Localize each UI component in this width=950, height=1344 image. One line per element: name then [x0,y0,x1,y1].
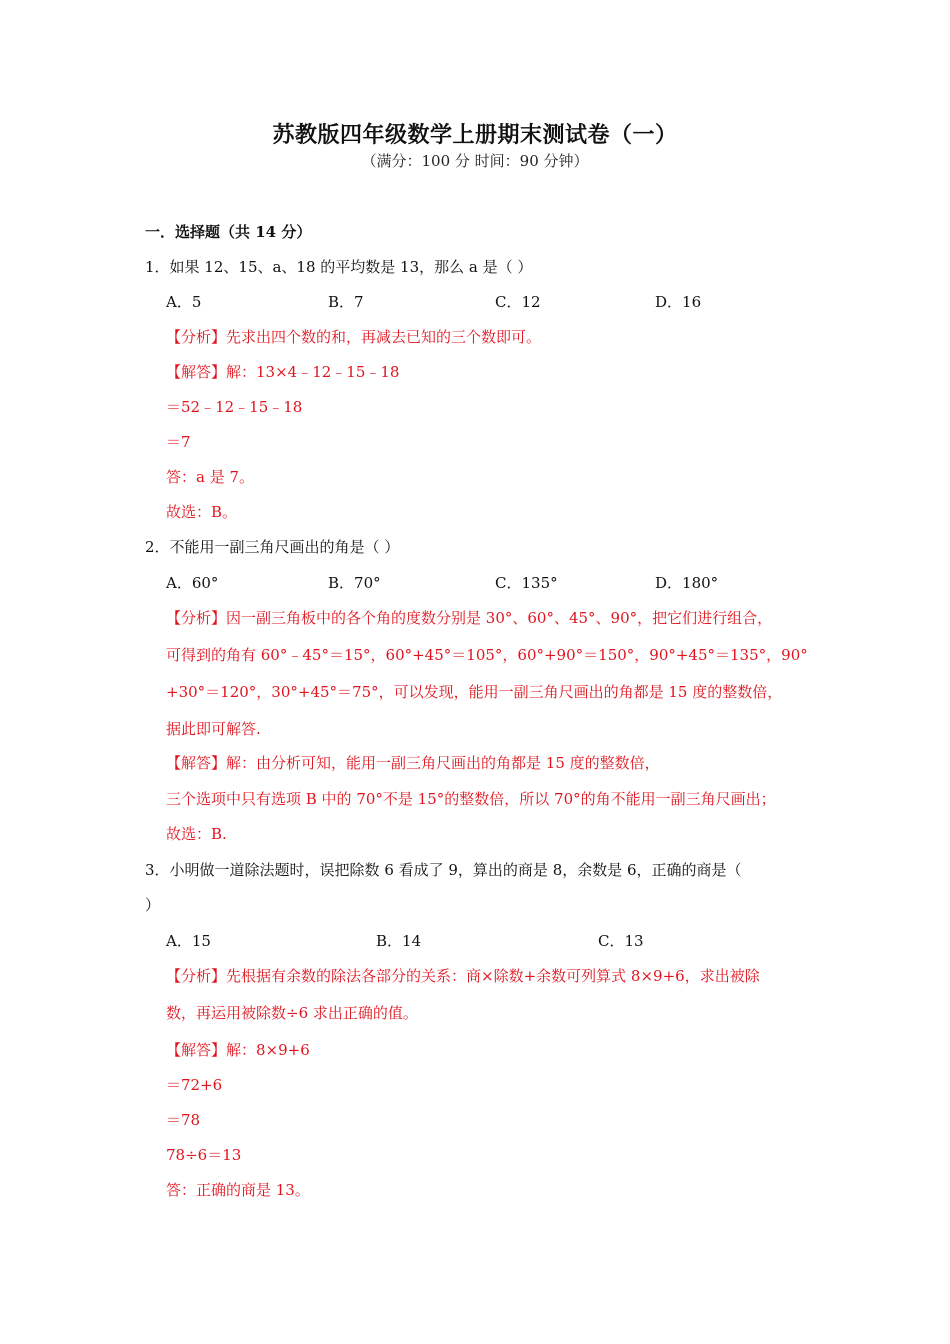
q3-answer-conclusion: 答：正确的商是 13。 [166,1181,310,1199]
q1-answer-line: ＝7 [166,433,191,451]
analysis-tag: 【分析】 [166,967,227,985]
q3-option-a: A．15 [166,932,211,950]
q2-answer-choice: 故选：B. [166,825,227,843]
q2-analysis: 【分析】因一副三角板中的各个角的度数分别是 30°、60°、45°、90°，把它们进行组合， [166,609,773,627]
question-2-stem: 2．不能用一副三角尺画出的角是（ ） [145,538,400,556]
q1-option-c: C．12 [495,293,541,311]
q2-analysis-line: 据此即可解答. [166,720,261,738]
q1-answer-line: ＝52﹣12﹣15﹣18 [166,398,303,416]
page-subtitle: （满分：100 分 时间：90 分钟） [361,152,589,170]
q2-analysis-line: 可得到的角有 60°﹣45°＝15°，60°+45°＝105°，60°+90°＝150°，90°+45°＝135°，90° [166,646,808,664]
answer-tag: 【解答】 [166,363,227,381]
q3-option-b: B．14 [376,932,422,950]
q1-option-d: D．16 [655,293,702,311]
q1-answer: 【解答】解：13×4﹣12﹣15﹣18 [166,363,400,381]
q2-answer-line: 三个选项中只有选项 B 中的 70°不是 15°的整数倍，所以 70°的角不能用一副三角尺画出； [166,790,776,808]
q1-answer-line: 答：a 是 7。 [166,468,255,486]
q3-analysis-line: 数，再运用被除数÷6 求出正确的值。 [166,1004,418,1022]
q2-analysis-line: +30°＝120°，30°+45°＝75°，可以发现，能用一副三角尺画出的角都是 15 度的整数倍， [166,683,783,701]
analysis-tag: 【分析】 [166,328,227,346]
q2-option-d: D．180° [655,574,719,592]
page-title: 苏教版四年级数学上册期末测试卷（一） [272,123,678,148]
q1-option-a: A．5 [166,293,202,311]
question-3-stem-cont: ） [145,896,161,914]
q3-answer-line: 78÷6＝13 [166,1146,242,1164]
q3-option-c: C．13 [598,932,644,950]
q2-option-a: A．60° [166,574,219,592]
answer-tag: 【解答】 [166,754,227,772]
q1-answer-choice: 故选：B。 [166,503,238,521]
q2-answer: 【解答】解：由分析可知，能用一副三角尺画出的角都是 15 度的整数倍， [166,754,660,772]
q1-analysis: 【分析】先求出四个数的和，再减去已知的三个数即可。 [166,328,542,346]
section-heading: 一．选择题（共 14 分） [145,223,312,241]
answer-tag: 【解答】 [166,1041,227,1059]
q1-option-b: B．7 [328,293,364,311]
question-1-stem: 1．如果 12、15、a、18 的平均数是 13，那么 a 是（ ） [145,258,533,276]
q3-answer: 【解答】解：8×9+6 [166,1041,310,1059]
analysis-tag: 【分析】 [166,609,227,627]
q2-option-c: C．135° [495,574,558,592]
q3-answer-line: ＝78 [166,1111,201,1129]
question-3-stem: 3．小明做一道除法题时，误把除数 6 看成了 9，算出的商是 8，余数是 6，正确的商是（ [145,861,742,879]
q3-answer-line: ＝72+6 [166,1076,223,1094]
q3-analysis: 【分析】先根据有余数的除法各部分的关系：商×除数+余数可列算式 8×9+6，求出被除 [166,967,760,985]
q2-option-b: B．70° [328,574,381,592]
